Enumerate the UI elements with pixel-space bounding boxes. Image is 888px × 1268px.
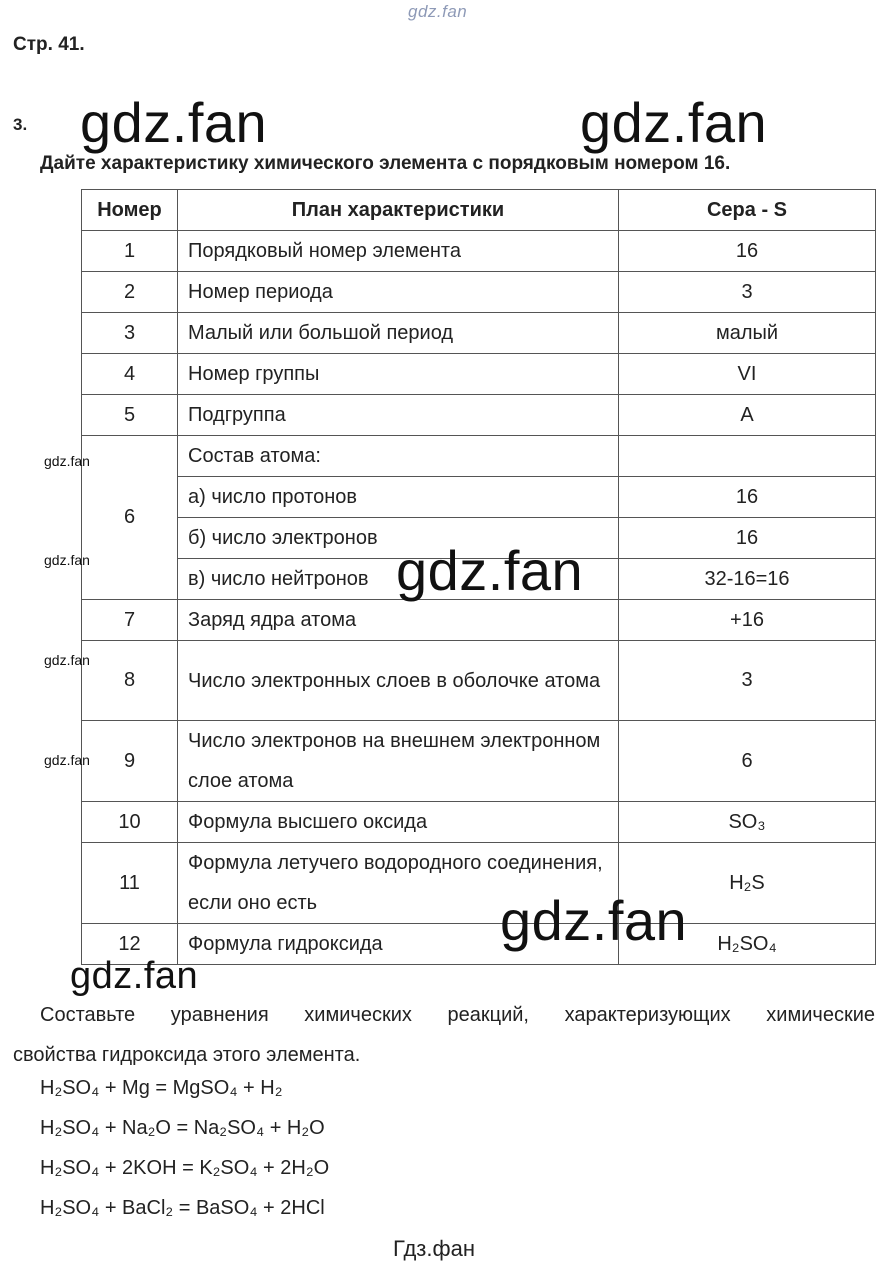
table-row bbox=[82, 600, 876, 641]
row-number: 11 bbox=[82, 843, 178, 924]
row-value: H₂SO₄ bbox=[619, 924, 876, 965]
watermark: gdz.fan bbox=[70, 955, 199, 997]
row-plan: Порядковый номер элемента bbox=[178, 231, 619, 272]
row-value: 32-16=16 bbox=[619, 559, 876, 600]
row-number: 1 bbox=[82, 231, 178, 272]
row-value: 3 bbox=[619, 272, 876, 313]
watermark: gdz.fan bbox=[580, 91, 768, 154]
row-plan: Малый или большой период bbox=[178, 313, 619, 354]
table-row bbox=[82, 272, 876, 313]
watermark: gdz.fan bbox=[80, 91, 268, 154]
equation: H₂SO₄ + BaCl₂ = BaSO₄ + 2HCl bbox=[40, 1197, 325, 1219]
row-value: +16 bbox=[619, 600, 876, 641]
row-value: 16 bbox=[619, 518, 876, 559]
equation: H₂SO₄ + 2KOH = K₂SO₄ + 2H₂O bbox=[40, 1157, 330, 1179]
table-header-row bbox=[82, 190, 876, 231]
row-number: 6 bbox=[82, 436, 178, 600]
row-plan: б) число электронов bbox=[178, 518, 619, 559]
row-number: 7 bbox=[82, 600, 178, 641]
watermark: gdz.fan bbox=[44, 552, 90, 568]
row-number: 8 bbox=[82, 641, 178, 721]
row-number: 3 bbox=[82, 313, 178, 354]
row-value bbox=[619, 436, 876, 477]
table-row bbox=[82, 436, 876, 477]
row-plan: Формула высшего оксида bbox=[178, 802, 619, 843]
row-plan: Заряд ядра атома bbox=[178, 600, 619, 641]
row-number: 2 bbox=[82, 272, 178, 313]
row-plan: Формула гидроксида bbox=[178, 924, 619, 965]
watermark: gdz.fan bbox=[44, 453, 90, 469]
row-value: SO₃ bbox=[619, 802, 876, 843]
header-number: Номер bbox=[82, 190, 178, 231]
header-plan: План характеристики bbox=[178, 190, 619, 231]
task-paragraph bbox=[13, 995, 875, 1075]
row-number: 12 bbox=[82, 924, 178, 965]
table-row bbox=[82, 721, 876, 802]
row-value: H₂S bbox=[619, 843, 876, 924]
paragraph-line-2: свойства гидроксида этого элемента. bbox=[13, 1044, 361, 1066]
table-row bbox=[82, 924, 876, 965]
table-row bbox=[82, 641, 876, 721]
task-title: Дайте характеристику химического элемента с порядковым номером 16. bbox=[40, 153, 731, 174]
watermark: gdz.fan bbox=[500, 889, 688, 952]
table-row bbox=[82, 231, 876, 272]
page-number: Стр. 41. bbox=[13, 34, 85, 55]
table-row bbox=[82, 313, 876, 354]
equation: H₂SO₄ + Na₂O = Na₂SO₄ + H₂O bbox=[40, 1117, 325, 1139]
watermark-top: gdz.fan bbox=[408, 2, 468, 21]
header-element: Сера - S bbox=[619, 190, 876, 231]
row-number: 10 bbox=[82, 802, 178, 843]
watermark: gdz.fan bbox=[44, 652, 90, 668]
row-plan: Число электронных слоев в оболочке атома bbox=[178, 641, 619, 721]
row-plan: Число электронов на внешнем электронном слое атома bbox=[178, 721, 619, 802]
watermark: gdz.fan bbox=[396, 539, 584, 602]
row-value: A bbox=[619, 395, 876, 436]
row-plan: Состав атома: bbox=[178, 436, 619, 477]
row-value: 3 bbox=[619, 641, 876, 721]
footer-label: Гдз.фан bbox=[393, 1236, 475, 1261]
row-plan: а) число протонов bbox=[178, 477, 619, 518]
task-number: 3. bbox=[13, 115, 28, 134]
row-plan: в) число нейтронов bbox=[178, 559, 619, 600]
table-row bbox=[82, 477, 876, 518]
row-number: 9 bbox=[82, 721, 178, 802]
row-value: малый bbox=[619, 313, 876, 354]
row-number: 4 bbox=[82, 354, 178, 395]
table-row bbox=[82, 354, 876, 395]
row-plan: Подгруппа bbox=[178, 395, 619, 436]
table-row bbox=[82, 395, 876, 436]
row-plan: Номер группы bbox=[178, 354, 619, 395]
paragraph-line-1: Составьте уравнения химических реакций, характеризующих химические bbox=[40, 1004, 875, 1026]
row-value: VI bbox=[619, 354, 876, 395]
table-row bbox=[82, 843, 876, 924]
row-value: 6 bbox=[619, 721, 876, 802]
row-plan: Номер периода bbox=[178, 272, 619, 313]
row-number: 5 bbox=[82, 395, 178, 436]
table-row bbox=[82, 802, 876, 843]
watermark: gdz.fan bbox=[44, 752, 90, 768]
row-value: 16 bbox=[619, 231, 876, 272]
row-value: 16 bbox=[619, 477, 876, 518]
row-plan: Формула летучего водородного соединения, если оно есть bbox=[178, 843, 619, 924]
equation: H₂SO₄ + Mg = MgSO₄ + H₂ bbox=[40, 1077, 283, 1099]
